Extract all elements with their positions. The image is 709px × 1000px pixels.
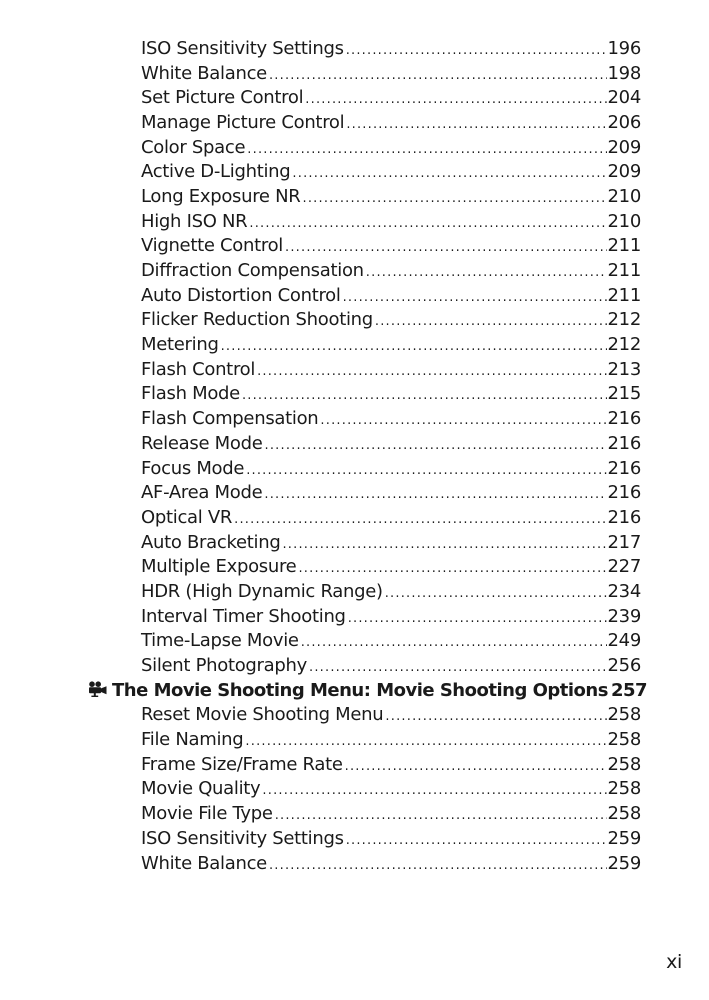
dot-leader [245, 735, 606, 748]
toc-entry[interactable] [0, 159, 709, 184]
toc-entry[interactable] [0, 85, 709, 110]
dot-leader [320, 414, 606, 427]
toc-entry[interactable] [0, 234, 709, 259]
toc-entry[interactable] [0, 579, 709, 604]
dot-leader [247, 143, 606, 156]
dot-leader [242, 389, 607, 402]
toc-entry[interactable] [0, 431, 709, 456]
movie-camera-icon [88, 681, 107, 697]
toc-entry-page: 259 [607, 852, 641, 874]
toc-entry-label: White Balance [141, 852, 267, 874]
toc-entry[interactable] [0, 554, 709, 579]
toc-entry-page: 249 [607, 630, 641, 652]
dot-leader [375, 315, 607, 328]
dot-leader [298, 562, 606, 575]
dot-leader [366, 266, 607, 279]
dot-leader [346, 834, 607, 847]
toc-entry-label: Long Exposure NR [141, 185, 301, 207]
toc-entry-label: Manage Picture Control [141, 111, 345, 133]
toc-entry-label: Release Mode [141, 432, 263, 454]
toc-entry-page: 216 [607, 408, 641, 430]
toc-entry-label: Time-Lapse Movie [141, 630, 299, 652]
toc-entry-page: 204 [607, 87, 641, 109]
dot-leader [348, 612, 607, 625]
dot-leader [305, 93, 606, 106]
toc-entry[interactable] [0, 456, 709, 481]
dot-leader [285, 241, 607, 254]
toc-entry-label: Color Space [141, 136, 246, 158]
toc-entry-page: 227 [607, 556, 641, 578]
toc-entry[interactable] [0, 209, 709, 234]
dot-leader [282, 538, 606, 551]
toc-entry[interactable] [0, 258, 709, 283]
dot-leader [346, 118, 606, 131]
toc-entry-page: 211 [607, 235, 641, 257]
toc-entry[interactable] [0, 604, 709, 629]
toc-entry-page: 258 [607, 778, 641, 800]
toc-entry-page: 211 [607, 260, 641, 282]
toc-entry-page: 259 [607, 827, 641, 849]
toc-entry-label: Focus Mode [141, 457, 245, 479]
toc-entry[interactable] [0, 283, 709, 308]
toc-entry-label: Movie File Type [141, 803, 273, 825]
toc-entry-label: ISO Sensitivity Settings [141, 37, 344, 59]
toc-entry-page: 239 [607, 605, 641, 627]
page-number: xi [666, 951, 682, 973]
dot-leader [262, 784, 606, 797]
toc-entry-page: 216 [607, 457, 641, 479]
toc-entry-label: High ISO NR [141, 210, 248, 232]
toc-entry[interactable] [0, 308, 709, 333]
toc-entry-page: 217 [607, 531, 641, 553]
toc-entry[interactable] [0, 382, 709, 407]
toc-entry-page: 212 [607, 309, 641, 331]
toc-entry[interactable] [0, 530, 709, 555]
toc-entry-label: Reset Movie Shooting Menu [141, 704, 384, 726]
toc-entry[interactable] [0, 36, 709, 61]
toc-entry[interactable] [0, 357, 709, 382]
toc-entry-page: 211 [607, 284, 641, 306]
toc-entry-page: 216 [607, 482, 641, 504]
dot-leader [346, 44, 607, 57]
dot-leader [385, 710, 606, 723]
toc-entry[interactable] [0, 801, 709, 826]
dot-leader [309, 661, 607, 674]
toc-entry-page: 210 [607, 185, 641, 207]
toc-entry-page: 256 [607, 655, 641, 677]
toc-entry-label: Optical VR [141, 506, 233, 528]
toc-entry-label: File Naming [141, 729, 244, 751]
toc-entry-label: White Balance [141, 62, 267, 84]
toc-entry[interactable] [0, 135, 709, 160]
toc-entry-label: Silent Photography [141, 655, 307, 677]
toc-entry-page: 258 [607, 704, 641, 726]
dot-leader [234, 513, 606, 526]
toc-entry[interactable] [0, 480, 709, 505]
dot-leader [275, 809, 607, 822]
table-of-contents [0, 36, 709, 875]
toc-section-label: The Movie Shooting Menu: Movie Shooting Options [112, 679, 608, 701]
toc-entry-label: Auto Bracketing [141, 531, 281, 553]
toc-entry-page: 196 [607, 37, 641, 59]
toc-entry-label: Flash Compensation [141, 408, 319, 430]
toc-entry[interactable] [0, 703, 709, 728]
dot-leader [345, 760, 607, 773]
dot-leader [292, 167, 606, 180]
toc-entry-page: 210 [607, 210, 641, 232]
toc-entry-label: Auto Distortion Control [141, 284, 341, 306]
toc-section-heading[interactable] [0, 678, 709, 703]
toc-entry-page: 212 [607, 334, 641, 356]
dot-leader [249, 217, 606, 230]
toc-entry[interactable] [0, 629, 709, 654]
toc-entry[interactable] [0, 184, 709, 209]
toc-entry-label: Interval Timer Shooting [141, 605, 346, 627]
dot-leader [343, 291, 607, 304]
toc-entry-page: 234 [607, 580, 641, 602]
toc-entry-page: 258 [607, 729, 641, 751]
toc-entry[interactable] [0, 653, 709, 678]
toc-entry-label: Flash Mode [141, 383, 240, 405]
toc-entry-page: 209 [607, 161, 641, 183]
toc-entry-page: 198 [607, 62, 641, 84]
dot-leader [221, 340, 607, 353]
toc-entry[interactable] [0, 752, 709, 777]
toc-entry[interactable] [0, 851, 709, 876]
toc-entry-page: 216 [607, 432, 641, 454]
toc-entry-label: Frame Size/Frame Rate [141, 753, 343, 775]
toc-entry-label: Flash Control [141, 358, 256, 380]
toc-entry-page: 216 [607, 506, 641, 528]
dot-leader [265, 439, 607, 452]
toc-entry-page: 206 [607, 111, 641, 133]
toc-entry-page: 213 [607, 358, 641, 380]
dot-leader [385, 587, 607, 600]
toc-section-label-group [88, 680, 608, 701]
toc-entry-label: Multiple Exposure [141, 556, 297, 578]
toc-section-page: 257 [610, 679, 648, 701]
toc-entry-label: Active D-Lighting [141, 161, 291, 183]
toc-entry-label: Movie Quality [141, 778, 261, 800]
toc-entry-label: HDR (High Dynamic Range) [141, 580, 383, 602]
toc-entry[interactable] [0, 727, 709, 752]
dot-leader [269, 859, 607, 872]
toc-entry-label: Diffraction Compensation [141, 260, 364, 282]
dot-leader [264, 488, 606, 501]
toc-entry-page: 258 [607, 803, 641, 825]
dot-leader [301, 636, 607, 649]
toc-entry-label: Metering [141, 334, 219, 356]
toc-entry[interactable] [0, 826, 709, 851]
toc-entry[interactable] [0, 61, 709, 86]
toc-entry[interactable] [0, 406, 709, 431]
toc-entry-page: 215 [607, 383, 641, 405]
dot-leader [269, 69, 607, 82]
toc-entry-label: Set Picture Control [141, 87, 304, 109]
toc-entry-label: ISO Sensitivity Settings [141, 827, 344, 849]
toc-entry[interactable] [0, 110, 709, 135]
toc-entry-label: AF-Area Mode [141, 482, 263, 504]
dot-leader [257, 365, 606, 378]
toc-entry[interactable] [0, 505, 709, 530]
toc-entry[interactable] [0, 332, 709, 357]
toc-entry-page: 209 [607, 136, 641, 158]
toc-entry-label: Vignette Control [141, 235, 284, 257]
toc-entry[interactable] [0, 777, 709, 802]
toc-entry-label: Flicker Reduction Shooting [141, 309, 373, 331]
dot-leader [303, 192, 607, 205]
toc-entry-page: 258 [607, 753, 641, 775]
dot-leader [246, 464, 606, 477]
